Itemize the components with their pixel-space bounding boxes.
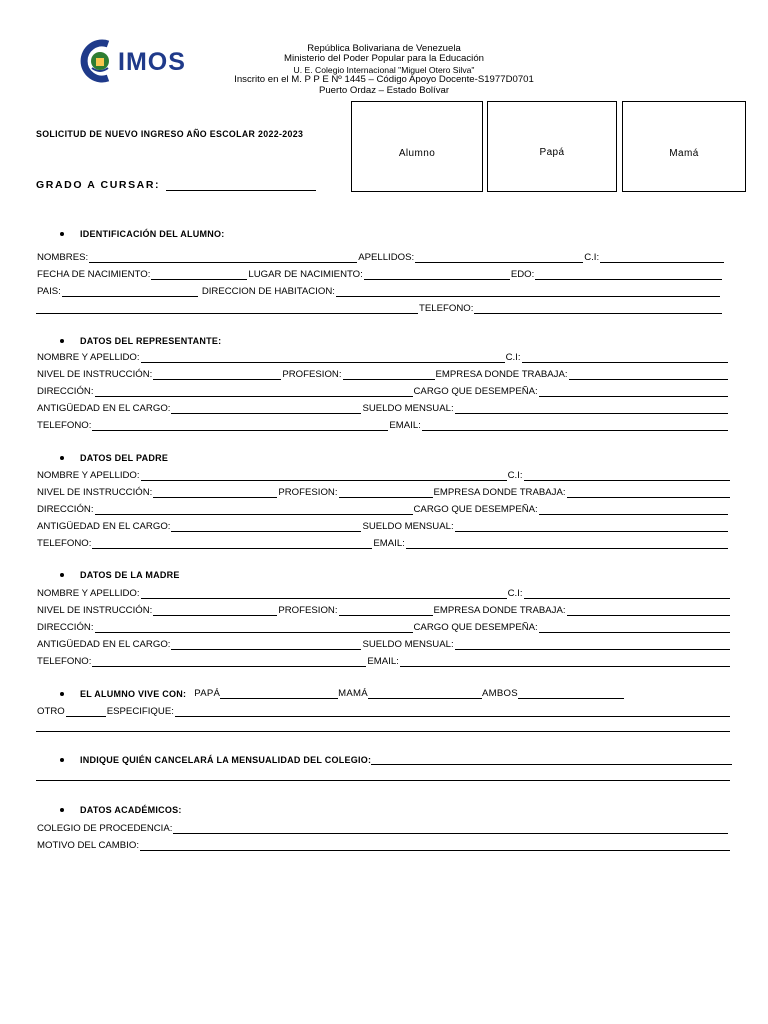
input-padre-ci[interactable]: [524, 471, 731, 481]
bullet-icon: [60, 692, 64, 696]
label-especifique: ESPECIFIQUE:: [106, 706, 174, 717]
label-pais: PAIS:: [37, 286, 61, 297]
row-alumno-telefono: [36, 303, 722, 314]
label-direccion: DIRECCIÓN:: [37, 622, 94, 633]
section-academicos-title: [60, 805, 182, 815]
input-rep-profesion[interactable]: [343, 370, 435, 380]
label-sueldo: SUELDO MENSUAL:: [362, 403, 454, 414]
input-cancelara[interactable]: [371, 755, 732, 765]
input-vive-mama[interactable]: [368, 689, 482, 699]
photo-label-alumno: Alumno: [398, 148, 436, 159]
input-telefono[interactable]: [474, 304, 722, 314]
input-madre-direccion[interactable]: [95, 623, 413, 633]
label-nombres: NOMBRES:: [37, 252, 89, 263]
row-rep-direccion: [36, 386, 728, 397]
row-alumno-nacimiento: [36, 269, 722, 280]
label-otro: OTRO: [37, 706, 65, 717]
line-especifique-cont[interactable]: [36, 731, 730, 732]
input-rep-ci[interactable]: [522, 353, 729, 363]
label-colegio-procedencia: COLEGIO DE PROCEDENCIA:: [37, 823, 173, 834]
input-vive-papa[interactable]: [220, 689, 338, 699]
photo-box-papa[interactable]: [487, 101, 617, 192]
input-madre-cargo[interactable]: [539, 623, 730, 633]
label-nombre-apellido: NOMBRE Y APELLIDO:: [37, 470, 140, 481]
input-madre-telefono[interactable]: [92, 657, 366, 667]
label-empresa: EMPRESA DONDE TRABAJA:: [433, 605, 566, 616]
label-telefono: TELEFONO:: [37, 656, 92, 667]
input-madre-antiguedad[interactable]: [171, 640, 361, 650]
label-ci: C.I:: [507, 470, 523, 481]
header-line-5: Puerto Ordaz – Estado Bolívar: [318, 84, 450, 96]
header-line-3: U. E. Colegio Internacional "Miguel Otero Silva": [293, 64, 475, 75]
input-padre-empresa[interactable]: [567, 488, 730, 498]
label-empresa: EMPRESA DONDE TRABAJA:: [435, 369, 568, 380]
section-title-text: DATOS ACADÉMICOS:: [80, 805, 182, 815]
input-padre-telefono[interactable]: [92, 539, 372, 549]
bullet-icon: [60, 339, 64, 343]
label-direccion: DIRECCIÓN:: [37, 386, 94, 397]
section-vive-title: [60, 688, 624, 699]
row-madre-antiguedad: [36, 639, 730, 650]
line-cancelara-cont[interactable]: [36, 780, 730, 781]
section-padre-title: [60, 453, 168, 463]
section-cancelara-title: [60, 755, 732, 765]
label-email: EMAIL:: [373, 538, 405, 549]
input-madre-empresa[interactable]: [567, 606, 730, 616]
input-fecha-nacimiento[interactable]: [151, 270, 247, 280]
input-rep-telefono[interactable]: [92, 421, 388, 431]
label-nivel-instruccion: NIVEL DE INSTRUCCIÓN:: [37, 369, 153, 380]
input-vive-ambos[interactable]: [518, 689, 624, 699]
photo-box-alumno[interactable]: [351, 101, 483, 192]
grado-row: [36, 179, 316, 191]
input-edo[interactable]: [535, 270, 722, 280]
row-motivo-cambio: [36, 840, 730, 851]
input-direccion-habitacion[interactable]: [336, 287, 720, 297]
label-antiguedad: ANTIGÜEDAD EN EL CARGO:: [37, 639, 171, 650]
label-nombre-apellido: NOMBRE Y APELLIDO:: [37, 588, 140, 599]
photo-box-mama[interactable]: [622, 101, 746, 192]
label-profesion: PROFESION:: [278, 487, 338, 498]
label-cargo: CARGO QUE DESEMPEÑA:: [413, 504, 538, 515]
input-padre-instruccion[interactable]: [153, 488, 277, 498]
vive-options: [194, 688, 624, 699]
label-email: EMAIL:: [367, 656, 399, 667]
section-title-text: IDENTIFICACIÓN DEL ALUMNO:: [80, 229, 225, 239]
row-padre-antiguedad: [36, 521, 728, 532]
section-title-text: INDIQUE QUIÉN CANCELARÁ LA MENSUALIDAD DEL COLEGIO:: [80, 755, 372, 765]
label-ci: C.I:: [505, 352, 521, 363]
label-motivo-cambio: MOTIVO DEL CAMBIO:: [37, 840, 139, 851]
input-madre-ci[interactable]: [524, 589, 731, 599]
label-direccion-habitacion: DIRECCION DE HABITACION:: [201, 286, 335, 297]
label-telefono: TELEFONO:: [37, 538, 92, 549]
input-otro[interactable]: [66, 707, 106, 717]
form-title: SOLICITUD DE NUEVO INGRESO AÑO ESCOLAR 2022-2023: [36, 129, 304, 139]
label-profesion: PROFESION:: [282, 369, 342, 380]
label-edo: EDO:: [510, 269, 535, 280]
input-madre-sueldo[interactable]: [455, 640, 730, 650]
input-especifique[interactable]: [175, 707, 730, 717]
input-rep-direccion[interactable]: [95, 387, 413, 397]
input-rep-cargo[interactable]: [539, 387, 728, 397]
label-telefono: TELEFONO:: [37, 420, 92, 431]
row-alumno-direccion: [36, 286, 720, 297]
row-rep-instruccion: [36, 369, 728, 380]
input-padre-direccion[interactable]: [95, 505, 413, 515]
label-lugar-nacimiento: LUGAR DE NACIMIENTO:: [248, 269, 363, 280]
input-pais[interactable]: [62, 287, 198, 297]
input-rep-empresa[interactable]: [569, 370, 728, 380]
input-rep-email[interactable]: [422, 421, 728, 431]
input-rep-sueldo[interactable]: [455, 404, 728, 414]
row-padre-telefono: [36, 538, 728, 549]
option-mama-label: MAMÁ: [338, 688, 368, 699]
input-padre-cargo[interactable]: [539, 505, 728, 515]
label-empresa: EMPRESA DONDE TRABAJA:: [433, 487, 566, 498]
label-cargo: CARGO QUE DESEMPEÑA:: [413, 386, 538, 397]
section-title-text: DATOS DE LA MADRE: [80, 570, 180, 580]
input-lugar-nacimiento[interactable]: [364, 270, 510, 280]
photo-label-papa: Papá: [539, 147, 565, 158]
label-nivel-instruccion: NIVEL DE INSTRUCCIÓN:: [37, 605, 153, 616]
input-ci[interactable]: [600, 253, 724, 263]
section-representante-title: [60, 336, 221, 346]
input-padre-antiguedad[interactable]: [171, 522, 361, 532]
section-title-text: EL ALUMNO VIVE CON:: [80, 689, 187, 699]
input-rep-instruccion[interactable]: [153, 370, 281, 380]
label-fecha-nacimiento: FECHA DE NACIMIENTO:: [37, 269, 151, 280]
bullet-icon: [60, 758, 64, 762]
label-cargo: CARGO QUE DESEMPEÑA:: [413, 622, 538, 633]
label-apellidos: APELLIDOS:: [358, 252, 415, 263]
label-sueldo: SUELDO MENSUAL:: [362, 639, 454, 650]
bullet-icon: [60, 808, 64, 812]
header-line-4: Inscrito en el M. P P E Nº 1445 – Código Apoyo Docente-S1977D0701: [234, 74, 534, 86]
label-email: EMAIL:: [389, 420, 421, 431]
label-nivel-instruccion: NIVEL DE INSTRUCCIÓN:: [37, 487, 153, 498]
input-padre-nombre[interactable]: [141, 471, 507, 481]
label-ci: C.I:: [507, 588, 523, 599]
input-rep-nombre[interactable]: [141, 353, 505, 363]
row-vive-otro: [36, 706, 730, 717]
label-nombre-apellido: NOMBRE Y APELLIDO:: [37, 352, 140, 363]
input-madre-profesion[interactable]: [339, 606, 433, 616]
option-papa-label: PAPÁ: [194, 688, 221, 699]
bullet-icon: [60, 232, 64, 236]
row-padre-instruccion: [36, 487, 730, 498]
input-apellidos[interactable]: [415, 253, 583, 263]
bullet-icon: [60, 456, 64, 460]
row-rep-antiguedad: [36, 403, 728, 414]
option-ambos-label: AMBOS: [481, 688, 518, 699]
row-madre-telefono: [36, 656, 730, 667]
school-logo: [78, 38, 190, 84]
input-padre-sueldo[interactable]: [455, 522, 728, 532]
input-motivo-cambio[interactable]: [140, 841, 730, 851]
label-antiguedad: ANTIGÜEDAD EN EL CARGO:: [37, 403, 171, 414]
row-rep-telefono: [36, 420, 728, 431]
input-madre-instruccion[interactable]: [153, 606, 277, 616]
input-colegio-procedencia[interactable]: [173, 824, 728, 834]
label-profesion: PROFESION:: [278, 605, 338, 616]
institution-header: [200, 44, 568, 96]
input-madre-nombre[interactable]: [141, 589, 507, 599]
logo-text: IMOS: [118, 48, 186, 76]
label-telefono: TELEFONO:: [419, 303, 474, 314]
row-madre-nombre: [36, 588, 730, 599]
photo-label-mama: Mamá: [669, 148, 699, 159]
grado-label: GRADO A CURSAR:: [36, 179, 161, 191]
section-madre-title: [60, 570, 180, 580]
input-nombres[interactable]: [89, 253, 357, 263]
label-sueldo: SUELDO MENSUAL:: [362, 521, 454, 532]
row-madre-instruccion: [36, 605, 730, 616]
header-line-1: República Bolivariana de Venezuela: [307, 43, 461, 54]
row-padre-nombre: [36, 470, 730, 481]
bullet-icon: [60, 573, 64, 577]
header-line-2: Ministerio del Poder Popular para la Educación: [284, 53, 484, 65]
row-madre-direccion: [36, 622, 730, 633]
input-direccion-cont[interactable]: [36, 304, 418, 314]
row-rep-nombre: [36, 352, 728, 363]
input-padre-email[interactable]: [406, 539, 728, 549]
label-antiguedad: ANTIGÜEDAD EN EL CARGO:: [37, 521, 171, 532]
input-rep-antiguedad[interactable]: [171, 404, 361, 414]
label-ci: C.I:: [584, 252, 600, 263]
input-madre-email[interactable]: [400, 657, 730, 667]
input-padre-profesion[interactable]: [339, 488, 433, 498]
row-padre-direccion: [36, 504, 728, 515]
section-title-text: DATOS DEL PADRE: [80, 453, 169, 463]
label-direccion: DIRECCIÓN:: [37, 504, 94, 515]
row-alumno-nombres: [36, 252, 724, 263]
section-alumno-title: [60, 229, 225, 239]
grado-input[interactable]: [166, 179, 316, 191]
section-title-text: DATOS DEL REPRESENTANTE:: [80, 336, 222, 346]
row-colegio-procedencia: [36, 823, 728, 834]
